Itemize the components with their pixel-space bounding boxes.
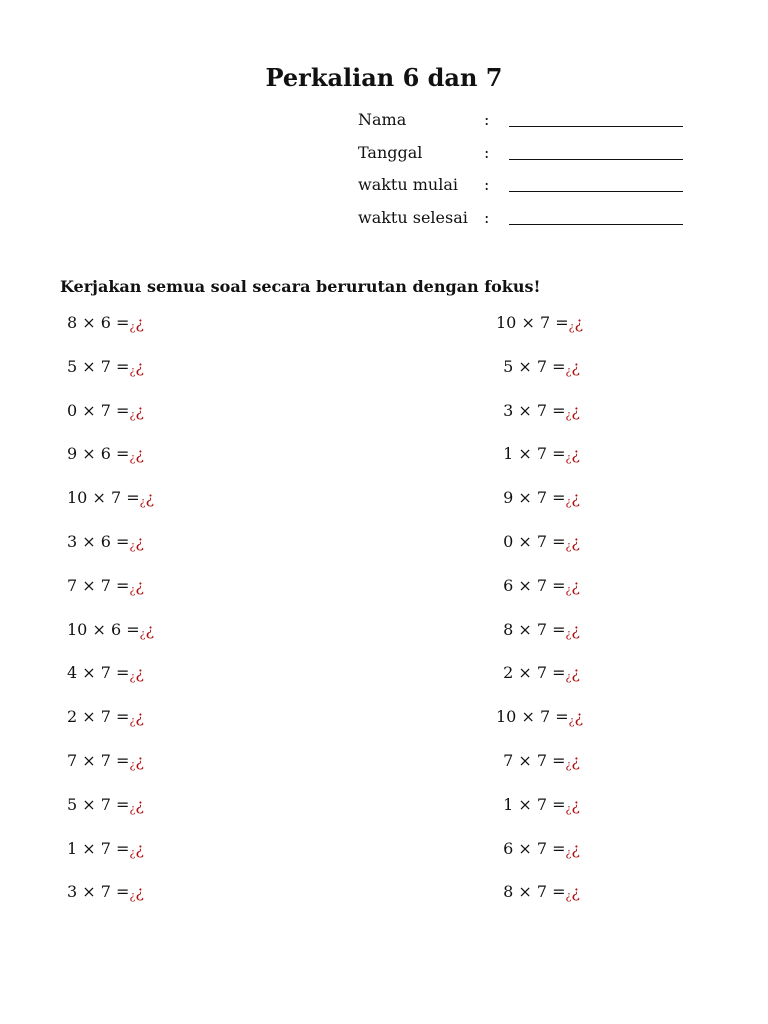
answer-mark: ¿ [145,488,155,508]
multiplication-problem [67,748,154,792]
problems-column-right [496,310,596,923]
multiplication-problem [67,704,154,748]
instruction-text: Kerjakan semua soal secara berurutan dengan fokus! [60,277,541,296]
info-row-tanggal [358,141,698,174]
multiplication-problem [496,617,596,661]
info-row-waktu-mulai [358,173,698,206]
answer-mark: ¿ [135,750,144,770]
multiplication-problem [496,748,596,792]
answer-mark: ¿ [571,488,580,508]
multiplication-problem [67,354,154,398]
blank-line [509,126,683,127]
problem-text: 6 × 7 = [503,838,566,858]
problem-text: 5 × 7 = [67,794,130,814]
answer-mark-small: ¿ [129,538,136,552]
answer-mark: ¿ [574,707,584,727]
answer-mark: ¿ [571,575,580,595]
answer-mark: ¿ [574,313,584,332]
problem-text: 5 × 7 = [67,356,130,376]
answer-mark: ¿ [135,400,144,420]
multiplication-problem [496,660,596,704]
answer-mark-small: ¿ [565,670,572,684]
answer-mark-small: ¿ [568,320,575,333]
answer-mark-small: ¿ [129,363,136,377]
answer-mark-small: ¿ [565,801,572,815]
blank-line [509,159,683,160]
multiplication-problem [496,573,596,617]
problem-text: 8 × 6 = [67,313,130,332]
answer-mark: ¿ [135,444,144,464]
problem-text: 10 × 7 = [67,488,140,508]
answer-mark-small: ¿ [139,626,146,640]
problem-text: 3 × 6 = [67,531,130,551]
answer-mark-small: ¿ [565,626,572,640]
info-label: Nama [358,110,407,129]
blank-line [509,191,683,192]
answer-mark-small: ¿ [139,495,146,509]
multiplication-problem [496,879,596,923]
answer-mark-small: ¿ [565,757,572,771]
info-colon: : [484,110,490,129]
problem-text: 0 × 7 = [67,400,130,420]
answer-mark: ¿ [135,575,144,595]
answer-mark: ¿ [135,313,144,332]
problem-text: 10 × 7 = [496,313,569,332]
problem-text: 7 × 7 = [67,750,130,770]
problem-text: 10 × 7 = [496,707,569,727]
answer-mark: ¿ [135,356,144,376]
answer-mark: ¿ [571,356,580,376]
answer-mark-small: ¿ [129,889,136,903]
info-colon: : [484,207,490,227]
answer-mark-small: ¿ [565,451,572,465]
multiplication-problem [67,792,154,836]
multiplication-problem [67,617,154,661]
answer-mark-small: ¿ [568,714,575,728]
multiplication-problem [496,310,596,354]
problem-text: 1 × 7 = [67,838,130,858]
problem-text: 10 × 6 = [67,619,140,639]
problem-text: 2 × 7 = [503,663,566,683]
multiplication-problem [496,704,596,748]
answer-mark-small: ¿ [129,670,136,684]
info-label: waktu mulai [358,175,458,194]
problems-column-left [67,310,154,923]
multiplication-problem [67,310,154,354]
multiplication-problem [496,354,596,398]
answer-mark: ¿ [135,707,144,727]
answer-mark-small: ¿ [565,495,572,509]
problem-text: 2 × 7 = [67,707,130,727]
answer-mark-small: ¿ [565,363,572,377]
info-row-waktu-selesai [358,206,698,239]
answer-mark: ¿ [135,531,144,551]
answer-mark: ¿ [135,838,144,858]
multiplication-problem [67,836,154,880]
multiplication-problem [496,836,596,880]
multiplication-problem [67,398,154,442]
multiplication-problem [496,398,596,442]
answer-mark-small: ¿ [129,714,136,728]
worksheet-title: Perkalian 6 dan 7 [265,63,503,92]
info-label: Tanggal [358,142,423,162]
answer-mark: ¿ [571,400,580,420]
problem-text: 0 × 7 = [503,531,566,551]
answer-mark-small: ¿ [129,451,136,465]
info-row-nama [358,108,698,141]
problem-text: 6 × 7 = [503,575,566,595]
answer-mark: ¿ [571,750,580,770]
blank-line [509,224,683,225]
answer-mark-small: ¿ [565,538,572,552]
answer-mark: ¿ [571,882,580,902]
multiplication-problem [67,529,154,573]
problem-text: 8 × 7 = [503,882,566,902]
answer-mark-small: ¿ [565,889,572,903]
problem-text: 7 × 7 = [67,575,130,595]
answer-mark-small: ¿ [129,845,136,859]
problem-text: 3 × 7 = [67,882,130,902]
answer-mark-small: ¿ [565,407,572,421]
problem-text: 1 × 7 = [503,444,566,464]
problem-text: 1 × 7 = [503,794,566,814]
multiplication-problem [496,441,596,485]
answer-mark-small: ¿ [565,845,572,859]
answer-mark: ¿ [571,838,580,858]
info-label: waktu selesai [358,207,468,227]
answer-mark: ¿ [571,444,580,464]
problem-text: 8 × 7 = [503,619,566,639]
answer-mark: ¿ [145,619,155,639]
answer-mark: ¿ [571,531,580,551]
answer-mark-small: ¿ [129,757,136,771]
problem-text: 9 × 7 = [503,488,566,508]
answer-mark: ¿ [135,882,144,902]
answer-mark-small: ¿ [129,582,136,596]
problem-text: 9 × 6 = [67,444,130,464]
info-colon: : [484,142,490,162]
answer-mark: ¿ [571,663,580,683]
multiplication-problem [67,879,154,923]
answer-mark: ¿ [135,794,144,814]
multiplication-problem [67,485,154,529]
info-colon: : [484,175,490,194]
multiplication-problem [67,660,154,704]
multiplication-problem [496,529,596,573]
answer-mark: ¿ [571,794,580,814]
multiplication-problem [67,441,154,485]
problem-text: 4 × 7 = [67,663,130,683]
multiplication-problem [67,573,154,617]
problem-text: 7 × 7 = [503,750,566,770]
answer-mark-small: ¿ [129,407,136,421]
answer-mark-small: ¿ [565,582,572,596]
multiplication-problem [496,792,596,836]
answer-mark: ¿ [135,663,144,683]
problem-text: 3 × 7 = [503,400,566,420]
answer-mark: ¿ [571,619,580,639]
student-info-block [358,108,698,238]
answer-mark-small: ¿ [129,801,136,815]
problem-text: 5 × 7 = [503,356,566,376]
answer-mark-small: ¿ [129,320,136,333]
multiplication-problem [496,485,596,529]
